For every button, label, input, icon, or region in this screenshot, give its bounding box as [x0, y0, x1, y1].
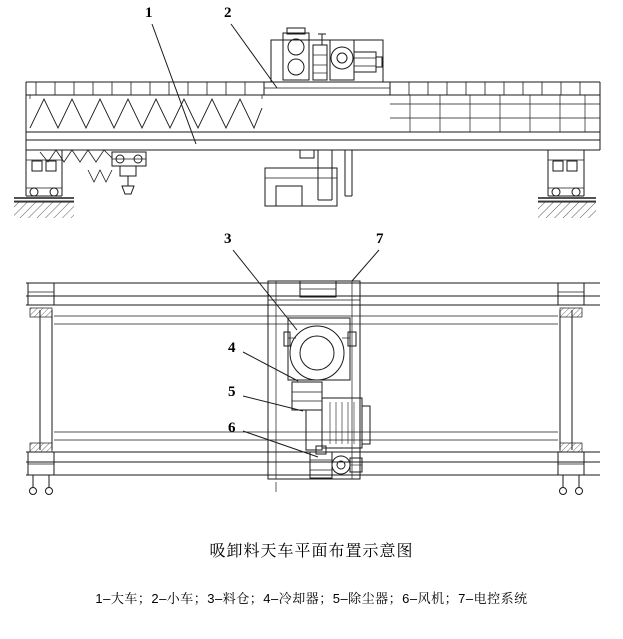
callout-label-2: 2 — [224, 5, 232, 21]
leader-2 — [231, 24, 277, 88]
leader-5 — [243, 396, 303, 411]
truss-lattice — [30, 99, 262, 128]
figure-legend: 1–大车；2–小车；3–料仓；4–冷却器；5–除尘器；6–风机；7–电控系统 — [95, 591, 528, 606]
elevation-view — [14, 28, 600, 218]
callout-label-6: 6 — [228, 420, 236, 436]
figure-title: 吸卸料天车平面布置示意图 — [209, 543, 414, 560]
trolley-assembly — [264, 28, 390, 95]
leader-1 — [152, 24, 196, 144]
callout-label-4: 4 — [228, 340, 236, 356]
leader-7 — [352, 250, 379, 281]
callout-label-7: 7 — [376, 231, 384, 247]
center-hopper — [265, 150, 352, 206]
plan-view — [26, 281, 600, 495]
callout-label-3: 3 — [224, 231, 232, 247]
callout-leaders — [152, 24, 379, 457]
right-end-carriage — [538, 150, 596, 218]
callout-label-5: 5 — [228, 384, 236, 400]
grab-assembly — [40, 150, 146, 194]
plan-right-carriage — [558, 283, 584, 495]
leader-6 — [243, 431, 318, 457]
leader-3 — [233, 250, 297, 330]
callout-label-1: 1 — [145, 5, 153, 21]
plan-trolley-footprint — [268, 281, 370, 479]
plan-left-carriage — [28, 283, 54, 495]
